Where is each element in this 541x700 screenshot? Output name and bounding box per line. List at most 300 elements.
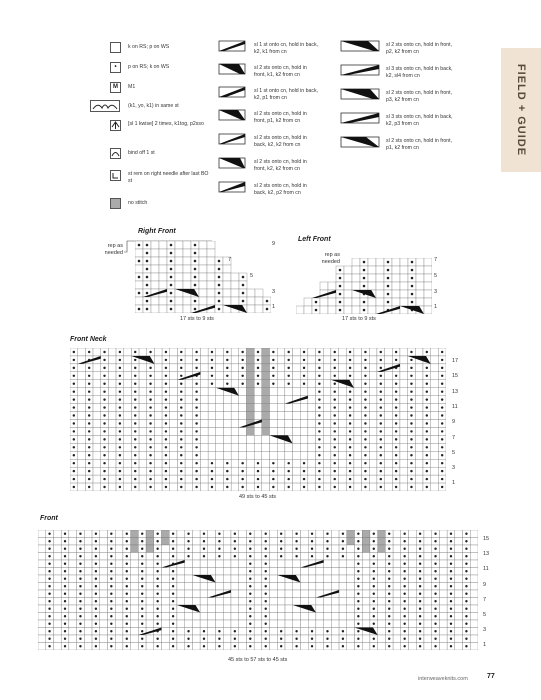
grid-cell <box>231 297 239 305</box>
grid-cell <box>78 412 86 420</box>
purl-dot <box>64 608 66 610</box>
grid-cell <box>368 298 376 306</box>
purl-dot <box>287 478 289 480</box>
purl-dot <box>403 563 405 565</box>
grid-cell <box>470 530 478 538</box>
purl-dot <box>126 600 128 602</box>
grid-cell <box>300 598 308 606</box>
purl-dot <box>203 548 205 550</box>
purl-dot <box>419 548 421 550</box>
purl-dot <box>426 398 428 400</box>
grid-cell <box>369 364 377 372</box>
purl-dot <box>265 555 267 557</box>
purl-dot <box>410 414 412 416</box>
grid-cell <box>368 282 376 290</box>
purl-dot <box>226 470 228 472</box>
purl-dot <box>48 540 50 542</box>
grid-cell <box>331 568 339 576</box>
purl-dot <box>165 446 167 448</box>
purl-dot <box>194 300 197 303</box>
grid-cell <box>344 298 352 306</box>
grid-cell <box>439 553 447 561</box>
grid-cell <box>185 483 193 491</box>
grid-cell <box>409 628 417 636</box>
row-number: 13 <box>452 388 459 395</box>
purl-dot <box>88 383 90 385</box>
grid-cell <box>200 356 208 364</box>
purl-dot <box>303 351 305 353</box>
grid-cell <box>100 553 108 561</box>
purl-dot <box>165 454 167 456</box>
grid-cell <box>424 635 432 643</box>
purl-dot <box>88 438 90 440</box>
grid-cell <box>192 598 200 606</box>
grid-cell <box>369 483 377 491</box>
grid-cell <box>285 530 293 538</box>
grid-cell <box>139 404 147 412</box>
purl-dot <box>79 578 81 580</box>
grid-cell <box>339 483 347 491</box>
grid-cell <box>409 553 417 561</box>
grid-cell <box>393 635 401 643</box>
purl-dot <box>103 470 105 472</box>
purl-dot <box>126 555 128 557</box>
grid-cell <box>415 451 423 459</box>
purl-dot <box>241 486 243 488</box>
grid-cell <box>347 583 355 591</box>
grid-cell <box>470 568 478 576</box>
purl-dot <box>95 615 97 617</box>
purl-dot <box>349 462 351 464</box>
grid-cell <box>277 475 285 483</box>
stitch-count: 49 sts to 45 sts <box>239 494 276 500</box>
grid-cell <box>393 568 401 576</box>
purl-dot <box>339 309 342 312</box>
purl-dot <box>149 367 151 369</box>
purl-dot <box>434 533 436 535</box>
purl-dot <box>211 478 213 480</box>
grid-cell <box>162 568 170 576</box>
grid-cell <box>93 451 101 459</box>
grid-cell <box>392 266 400 274</box>
purl-dot <box>95 555 97 557</box>
purl-dot <box>134 446 136 448</box>
purl-dot <box>73 367 75 369</box>
purl-dot <box>146 308 149 311</box>
purl-dot <box>388 623 390 625</box>
grid-cell <box>146 635 154 643</box>
purl-dot <box>395 375 397 377</box>
key-text: sl 3 sts onto cn, hold in back, k2, p3 from cn <box>386 114 453 127</box>
grid-cell <box>254 427 262 435</box>
purl-dot <box>349 390 351 392</box>
grid-cell <box>323 388 331 396</box>
purl-dot <box>180 446 182 448</box>
grid-cell <box>159 241 167 249</box>
grid-cell <box>223 635 231 643</box>
purl-dot <box>395 430 397 432</box>
grid-cell <box>254 412 262 420</box>
grid-cell <box>100 635 108 643</box>
grid-cell <box>369 356 377 364</box>
grid-cell <box>415 443 423 451</box>
purl-dot <box>441 446 443 448</box>
grid-cell <box>93 396 101 404</box>
grid-cell <box>277 620 285 628</box>
grid-cell <box>78 404 86 412</box>
purl-dot <box>64 593 66 595</box>
grid-cell <box>328 306 336 314</box>
purl-dot <box>265 585 267 587</box>
grid-cell <box>308 412 316 420</box>
grid-cell <box>323 475 331 483</box>
row-number: 13 <box>483 551 490 558</box>
purl-dot <box>138 260 141 263</box>
grid-cell <box>93 420 101 428</box>
purl-dot <box>334 454 336 456</box>
purl-dot <box>380 406 382 408</box>
purl-dot <box>272 462 274 464</box>
purl-dot <box>88 486 90 488</box>
key-text: p on RS; k on WS <box>128 64 170 70</box>
grid-cell <box>139 443 147 451</box>
grid-cell <box>470 598 478 606</box>
grid-cell <box>362 553 370 561</box>
purl-dot <box>450 615 452 617</box>
purl-dot <box>141 638 143 640</box>
grid-cell <box>199 249 207 257</box>
purl-dot <box>241 375 243 377</box>
purl-dot <box>311 638 313 640</box>
grid-cell <box>78 348 86 356</box>
grid-cell <box>254 575 262 583</box>
grid-cell <box>293 412 301 420</box>
grid-cell <box>131 635 139 643</box>
grid-cell <box>308 475 316 483</box>
grid-cell <box>216 568 224 576</box>
grid-cell <box>323 443 331 451</box>
purl-dot <box>134 422 136 424</box>
grid-cell <box>223 538 231 546</box>
purl-dot <box>357 570 359 572</box>
knit-symbol <box>110 42 121 53</box>
purl-dot <box>380 414 382 416</box>
grid-cell <box>254 613 262 621</box>
purl-dot <box>426 454 428 456</box>
grid-cell <box>393 643 401 651</box>
repeat-label: rep as needed <box>104 243 123 256</box>
grid-cell <box>262 459 270 467</box>
grid-cell <box>223 598 231 606</box>
grid-cell <box>254 443 262 451</box>
grid-cell <box>139 388 147 396</box>
grid-cell <box>38 628 46 636</box>
double-decrease-symbol <box>110 120 121 131</box>
row-number: 11 <box>483 566 489 573</box>
purl-dot <box>126 638 128 640</box>
grid-cell <box>424 274 432 282</box>
grid-cell <box>231 364 239 372</box>
grid-cell <box>415 364 423 372</box>
grid-cell <box>470 575 478 583</box>
purl-dot <box>411 269 414 272</box>
grid-cell <box>247 289 255 297</box>
grid-cell <box>431 380 439 388</box>
grid-cell <box>124 467 132 475</box>
grid-cell <box>308 364 316 372</box>
grid-cell <box>216 451 224 459</box>
purl-dot <box>272 351 274 353</box>
grid-cell <box>154 459 162 467</box>
grid-cell <box>293 372 301 380</box>
grid-cell <box>38 545 46 553</box>
grid-cell <box>100 598 108 606</box>
grid-cell <box>354 451 362 459</box>
purl-dot <box>357 563 359 565</box>
stitch-count: 17 sts to 9 sts <box>342 316 376 322</box>
purl-dot <box>165 359 167 361</box>
grid-cell <box>175 241 183 249</box>
grid-cell <box>369 388 377 396</box>
grid-cell <box>285 598 293 606</box>
grid-cell <box>300 404 308 412</box>
grid-cell <box>368 258 376 266</box>
purl-dot <box>349 438 351 440</box>
grid-cell <box>369 467 377 475</box>
grid-cell <box>84 590 92 598</box>
purl-dot <box>388 600 390 602</box>
purl-dot <box>257 359 259 361</box>
purl-dot <box>187 630 189 632</box>
purl-dot <box>265 578 267 580</box>
grid-cell <box>131 620 139 628</box>
grid-cell <box>285 605 293 613</box>
grid-cell <box>455 598 463 606</box>
purl-dot <box>342 638 344 640</box>
purl-dot <box>257 383 259 385</box>
grid-cell <box>185 467 193 475</box>
purl-dot <box>73 414 75 416</box>
purl-dot <box>387 301 390 304</box>
purl-dot <box>280 630 282 632</box>
grid-cell <box>78 427 86 435</box>
key-text: st rem on right needle after last BO st <box>128 171 209 184</box>
grid-cell <box>331 538 339 546</box>
no-stitch-symbol <box>110 198 121 209</box>
purl-dot <box>79 615 81 617</box>
grid-cell <box>254 635 262 643</box>
purl-dot <box>395 446 397 448</box>
purl-dot <box>434 623 436 625</box>
grid-cell <box>38 643 46 651</box>
grid-cell <box>470 628 478 636</box>
grid-cell <box>470 613 478 621</box>
purl-dot <box>349 398 351 400</box>
grid-cell <box>246 475 254 483</box>
purl-dot <box>357 630 359 632</box>
page-number: 77 <box>487 673 495 680</box>
row-number: 9 <box>272 241 276 247</box>
purl-dot <box>249 578 251 580</box>
chart-front-neck <box>70 348 446 491</box>
grid-cell <box>393 628 401 636</box>
purl-dot <box>95 540 97 542</box>
purl-dot <box>180 359 182 361</box>
purl-dot <box>79 548 81 550</box>
purl-dot <box>64 540 66 542</box>
purl-dot <box>257 478 259 480</box>
purl-dot <box>357 608 359 610</box>
grid-cell <box>331 575 339 583</box>
grid-cell <box>216 435 224 443</box>
purl-dot <box>73 486 75 488</box>
purl-dot <box>48 593 50 595</box>
grid-cell <box>393 613 401 621</box>
grid-cell <box>254 530 262 538</box>
purl-dot <box>357 623 359 625</box>
purl-dot <box>403 578 405 580</box>
purl-dot <box>156 570 158 572</box>
purl-dot <box>110 615 112 617</box>
grid-cell <box>415 427 423 435</box>
grid-cell <box>254 568 262 576</box>
grid-cell <box>300 427 308 435</box>
purl-dot <box>156 555 158 557</box>
purl-dot <box>357 645 359 647</box>
grid-cell <box>154 380 162 388</box>
grid-cell <box>139 372 147 380</box>
grid-cell <box>270 545 278 553</box>
grid-cell <box>84 560 92 568</box>
purl-dot <box>465 548 467 550</box>
grid-cell <box>323 404 331 412</box>
purl-dot <box>170 292 173 295</box>
grid-cell <box>159 273 167 281</box>
grid-cell <box>354 427 362 435</box>
purl-dot <box>388 630 390 632</box>
grid-cell <box>199 297 207 305</box>
purl-dot <box>410 390 412 392</box>
grid-cell <box>378 613 386 621</box>
grid-cell <box>409 635 417 643</box>
key-text: sl 2 sts onto cn, hold in front, k2, k2 from cn <box>254 159 307 172</box>
purl-dot <box>134 470 136 472</box>
grid-cell <box>415 372 423 380</box>
purl-dot <box>364 438 366 440</box>
purl-dot <box>126 548 128 550</box>
grid-cell <box>38 530 46 538</box>
purl-dot <box>303 478 305 480</box>
purl-dot <box>48 645 50 647</box>
purl-dot <box>303 367 305 369</box>
grid-cell <box>339 568 347 576</box>
grid-cell <box>362 613 370 621</box>
purl-dot <box>311 533 313 535</box>
purl-dot <box>149 406 151 408</box>
purl-dot <box>318 367 320 369</box>
purl-dot <box>73 375 75 377</box>
grid-cell <box>216 467 224 475</box>
grid-cell <box>316 613 324 621</box>
key-text: sl 2 sts onto cn, hold in front, p2, k2 from cn <box>386 42 453 55</box>
grid-cell <box>115 598 123 606</box>
grid-cell <box>393 590 401 598</box>
grid-cell <box>53 590 61 598</box>
grid-cell <box>393 530 401 538</box>
grid-cell <box>368 274 376 282</box>
purl-dot <box>156 638 158 640</box>
grid-cell <box>347 628 355 636</box>
purl-dot <box>380 462 382 464</box>
row-number: 15 <box>452 373 459 380</box>
purl-dot <box>194 260 197 263</box>
purl-dot <box>218 540 220 542</box>
grid-cell <box>231 273 239 281</box>
purl-dot <box>410 351 412 353</box>
grid-cell <box>270 613 278 621</box>
grid-cell <box>124 427 132 435</box>
repeat-label: rep as needed <box>321 252 340 265</box>
grid-cell <box>100 620 108 628</box>
grid-cell <box>354 396 362 404</box>
grid-cell <box>162 613 170 621</box>
purl-dot <box>73 422 75 424</box>
grid-cell <box>270 451 278 459</box>
row-number: 15 <box>483 536 490 542</box>
purl-dot <box>141 563 143 565</box>
purl-dot <box>364 406 366 408</box>
grid-cell <box>300 620 308 628</box>
purl-dot <box>180 414 182 416</box>
grid-cell <box>216 620 224 628</box>
stitch-count: 45 sts to 57 sts to 45 sts <box>228 657 288 663</box>
purl-dot <box>103 406 105 408</box>
purl-dot <box>218 292 221 295</box>
purl-dot <box>149 422 151 424</box>
purl-dot <box>149 430 151 432</box>
purl-dot <box>187 555 189 557</box>
grid-cell <box>124 388 132 396</box>
purl-dot <box>303 470 305 472</box>
grid-cell <box>151 297 159 305</box>
grid-cell <box>78 443 86 451</box>
grid-cell <box>385 380 393 388</box>
grid-cell <box>247 297 255 305</box>
purl-dot <box>165 486 167 488</box>
purl-dot <box>165 422 167 424</box>
purl-dot <box>364 414 366 416</box>
grid-cell <box>208 613 216 621</box>
grid-cell <box>175 249 183 257</box>
grid-cell <box>277 459 285 467</box>
purl-dot <box>395 398 397 400</box>
purl-dot <box>257 462 259 464</box>
grid-cell <box>208 605 216 613</box>
grid-cell <box>308 620 316 628</box>
purl-dot <box>373 645 375 647</box>
purl-dot <box>311 548 313 550</box>
purl-dot <box>380 430 382 432</box>
purl-dot <box>110 533 112 535</box>
grid-cell <box>424 598 432 606</box>
grid-cell <box>415 388 423 396</box>
grid-cell <box>368 306 376 314</box>
purl-dot <box>170 252 173 255</box>
grid-cell <box>208 404 216 412</box>
grid-cell <box>177 538 185 546</box>
purl-dot <box>342 555 344 557</box>
grid-cell <box>208 451 216 459</box>
